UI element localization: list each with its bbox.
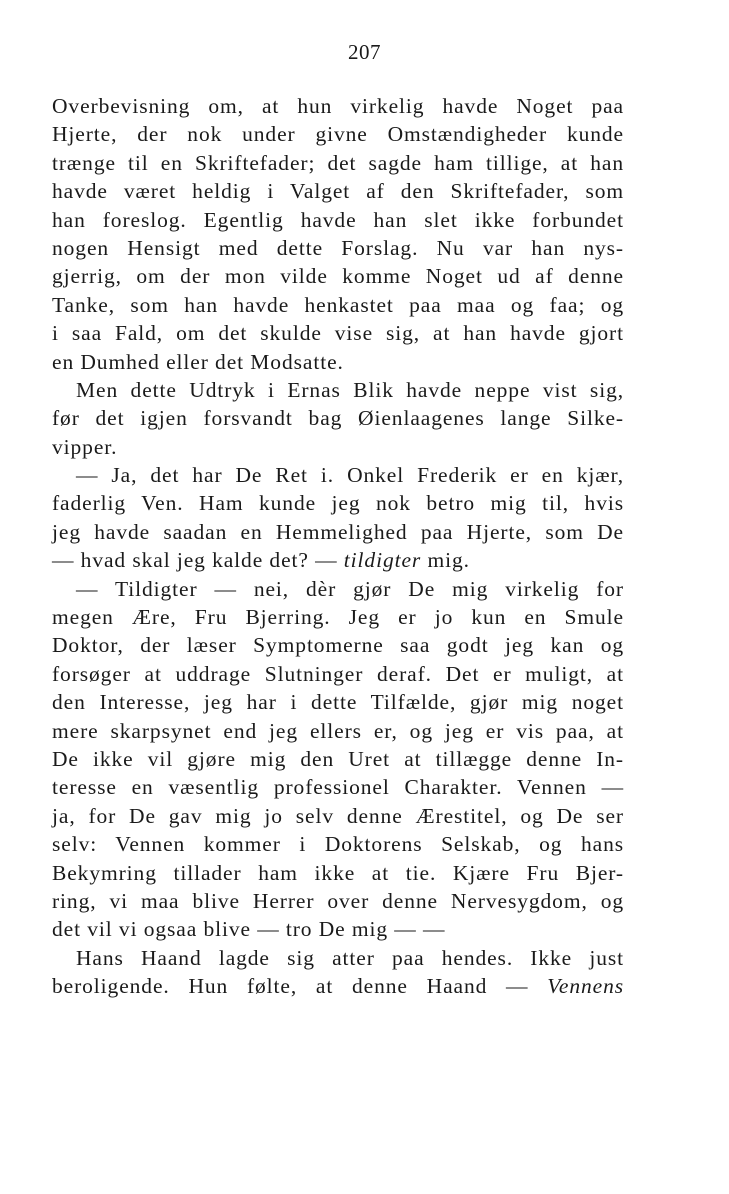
text-line: en Dumhed eller det Modsatte. — [52, 349, 344, 374]
text-line: Men dette Udtryk i Ernas Blik havde neppe vist sig, — [76, 377, 624, 402]
text-line: Doktor, der læser Symptomerne saa godt jeg kan og — [52, 633, 624, 658]
text-line: selv: Vennen kommer i Doktorens Selskab, og hans — [52, 832, 624, 857]
text-line: før det igjen forsvandt bag Øienlaagenes lange Silke- — [52, 406, 624, 431]
text-line: i saa Fald, om det skulde vise sig, at han havde gjort — [52, 321, 624, 346]
italic-run: tildigter — [343, 548, 422, 573]
text-line: mere skarpsynet end jeg ellers er, og jeg er vis paa, at — [52, 718, 624, 743]
text-run: mig. — [421, 548, 470, 573]
text-run: beroligende. Hun følte, at denne Haand — — [52, 974, 548, 999]
text-run: — hvad skal jeg kalde det? — — [52, 548, 344, 573]
text-line: De ikke vil gjøre mig den Uret at tillægge denne In- — [52, 746, 624, 771]
text-line: gjerrig, om der mon vilde komme Noget ud af denne — [52, 264, 624, 289]
text-line — [52, 546, 624, 574]
text-line: havde været heldig i Valget af den Skriftefader, som — [52, 179, 624, 204]
text-line — [52, 972, 624, 1000]
text-line: det vil vi ogsaa blive — tro De mig — — — [52, 917, 446, 942]
text-line: — Tildigter — nei, dèr gjør De mig virkelig for — [76, 576, 624, 601]
text-line: Tanke, som han havde henkastet paa maa og faa; og — [52, 292, 624, 317]
text-line: ring, vi maa blive Herrer over denne Nervesygdom, og — [52, 888, 624, 913]
text-line: nogen Hensigt med dette Forslag. Nu var han nys- — [52, 235, 624, 260]
body-text — [52, 92, 624, 1001]
text-line: Bekymring tillader ham ikke at tie. Kjære Fru Bjer- — [52, 860, 624, 885]
text-line: — Ja, det har De Ret i. Onkel Frederik er en kjær, — [76, 463, 624, 488]
text-line: ja, for De gav mig jo selv denne Ærestitel, og De ser — [52, 803, 624, 828]
text-line: megen Ære, Fru Bjerring. Jeg er jo kun en Smule — [52, 605, 624, 630]
text-line: jeg havde saadan en Hemmelighed paa Hjerte, som De — [52, 519, 624, 544]
text-line: teresse en væsentlig professionel Charakter. Vennen — — [52, 775, 624, 800]
text-line: forsøger at uddrage Slutninger deraf. Det er muligt, at — [52, 661, 624, 686]
text-line: Hans Haand lagde sig atter paa hendes. Ikke just — [76, 945, 624, 970]
text-line: vipper. — [52, 434, 118, 459]
text-line: han foreslog. Egentlig havde han slet ikke forbundet — [52, 207, 624, 232]
text-line: faderlig Ven. Ham kunde jeg nok betro mig til, hvis — [52, 491, 624, 516]
text-line: trænge til en Skriftefader; det sagde ham tillige, at han — [52, 150, 624, 175]
text-line: Overbevisning om, at hun virkelig havde Noget paa — [52, 94, 624, 118]
page-number: 207 — [348, 40, 381, 64]
italic-run: Vennens — [547, 974, 624, 999]
text-line: Hjerte, der nok under givne Omstændigheder kunde — [52, 122, 624, 147]
text-line: den Interesse, jeg har i dette Tilfælde, gjør mig noget — [52, 690, 624, 715]
